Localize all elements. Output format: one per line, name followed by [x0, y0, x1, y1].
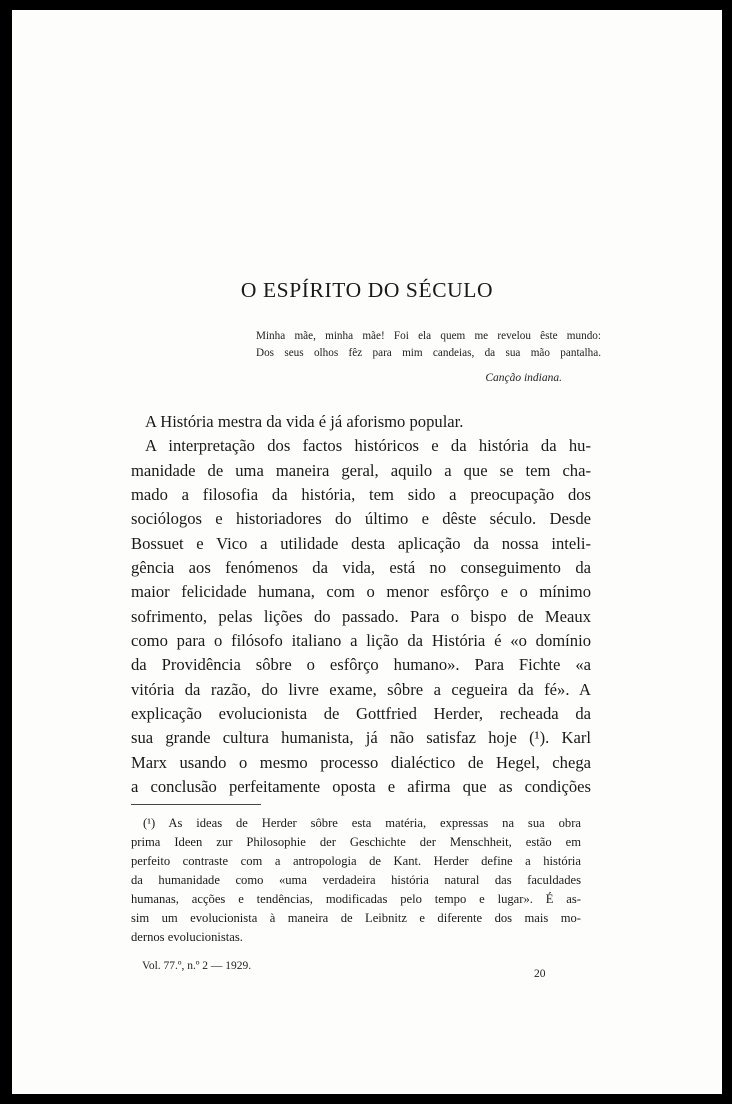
- body-line: manidade de uma maneira geral, aquilo a que se tem cha-: [131, 460, 591, 480]
- footnote-line: sim um evolucionista à maneira de Leibnitz e diferente dos mais mo-: [131, 911, 581, 925]
- paragraph-1: A História mestra da vida é já aforismo popular.: [145, 412, 464, 431]
- paragraph-2: [131, 434, 591, 799]
- page-number: 20: [534, 968, 546, 980]
- footnote-line: perfeito contraste com a antropologia de Kant. Herder define a história: [131, 854, 581, 868]
- footnote: [131, 814, 581, 947]
- body-line: explicação evolucionista de Gottfried Herder, recheada da: [131, 704, 591, 724]
- volume-footer: Vol. 77.º, n.º 2 — 1929.: [142, 960, 252, 972]
- body-line: sua grande cultura humanista, já não satisfaz hoje (¹). Karl: [131, 728, 591, 748]
- body-line: a conclusão perfeitamente oposta e afirma que as condições: [131, 777, 591, 797]
- document-page: [12, 10, 722, 1094]
- footnote-line: humanas, acções e tendências, modificadas pelo tempo e lugar». É as-: [131, 892, 581, 906]
- body-line: como para o filósofo italiano a lição da História é «o domínio: [131, 631, 591, 651]
- epigraph-line: Dos seus olhos fêz para mim candeias, da sua mão pantalha.: [256, 347, 601, 359]
- body-line: da Providência sôbre o esfôrço humano». Para Fichte «a: [131, 655, 591, 675]
- body-line: Marx usando o mesmo processo dialéctico de Hegel, chega: [131, 752, 591, 772]
- body-line: Bossuet e Vico a utilidade desta aplicação da nossa inteli-: [131, 533, 591, 553]
- footnote-line: da humanidade como «uma verdadeira história natural das faculdades: [131, 873, 581, 887]
- footnote-line: prima Ideen zur Philosophie der Geschichte der Menschheit, estão em: [131, 835, 581, 849]
- body-line: vitória da razão, do livre exame, sôbre a cegueira da fé». A: [131, 679, 591, 699]
- footnote-line: dernos evolucionistas.: [131, 930, 243, 944]
- epigraph: [256, 328, 601, 362]
- body-line: mado a filosofia da história, tem sido a preocupação dos: [131, 485, 591, 505]
- footnote-divider: [131, 804, 261, 805]
- body-line: sociólogos e historiadores do último e dêste século. Desde: [131, 509, 591, 529]
- body-line: A interpretação dos factos históricos e da história da hu-: [145, 436, 591, 456]
- footnote-line: (¹) As ideas de Herder sôbre esta matéria, expressas na sua obra: [143, 816, 581, 830]
- epigraph-line: Minha mãe, minha mãe! Foi ela quem me revelou êste mundo:: [256, 330, 601, 342]
- body-line: sofrimento, pelas lições do passado. Para o bispo de Meaux: [131, 606, 591, 626]
- epigraph-source: Canção indiana.: [485, 372, 562, 384]
- body-line: gência aos fenómenos da vida, está no conseguimento da: [131, 558, 591, 578]
- body-text: [131, 410, 591, 800]
- page-title: O ESPÍRITO DO SÉCULO: [240, 278, 494, 302]
- body-line: maior felicidade humana, com o menor esfôrço e o mínimo: [131, 582, 591, 602]
